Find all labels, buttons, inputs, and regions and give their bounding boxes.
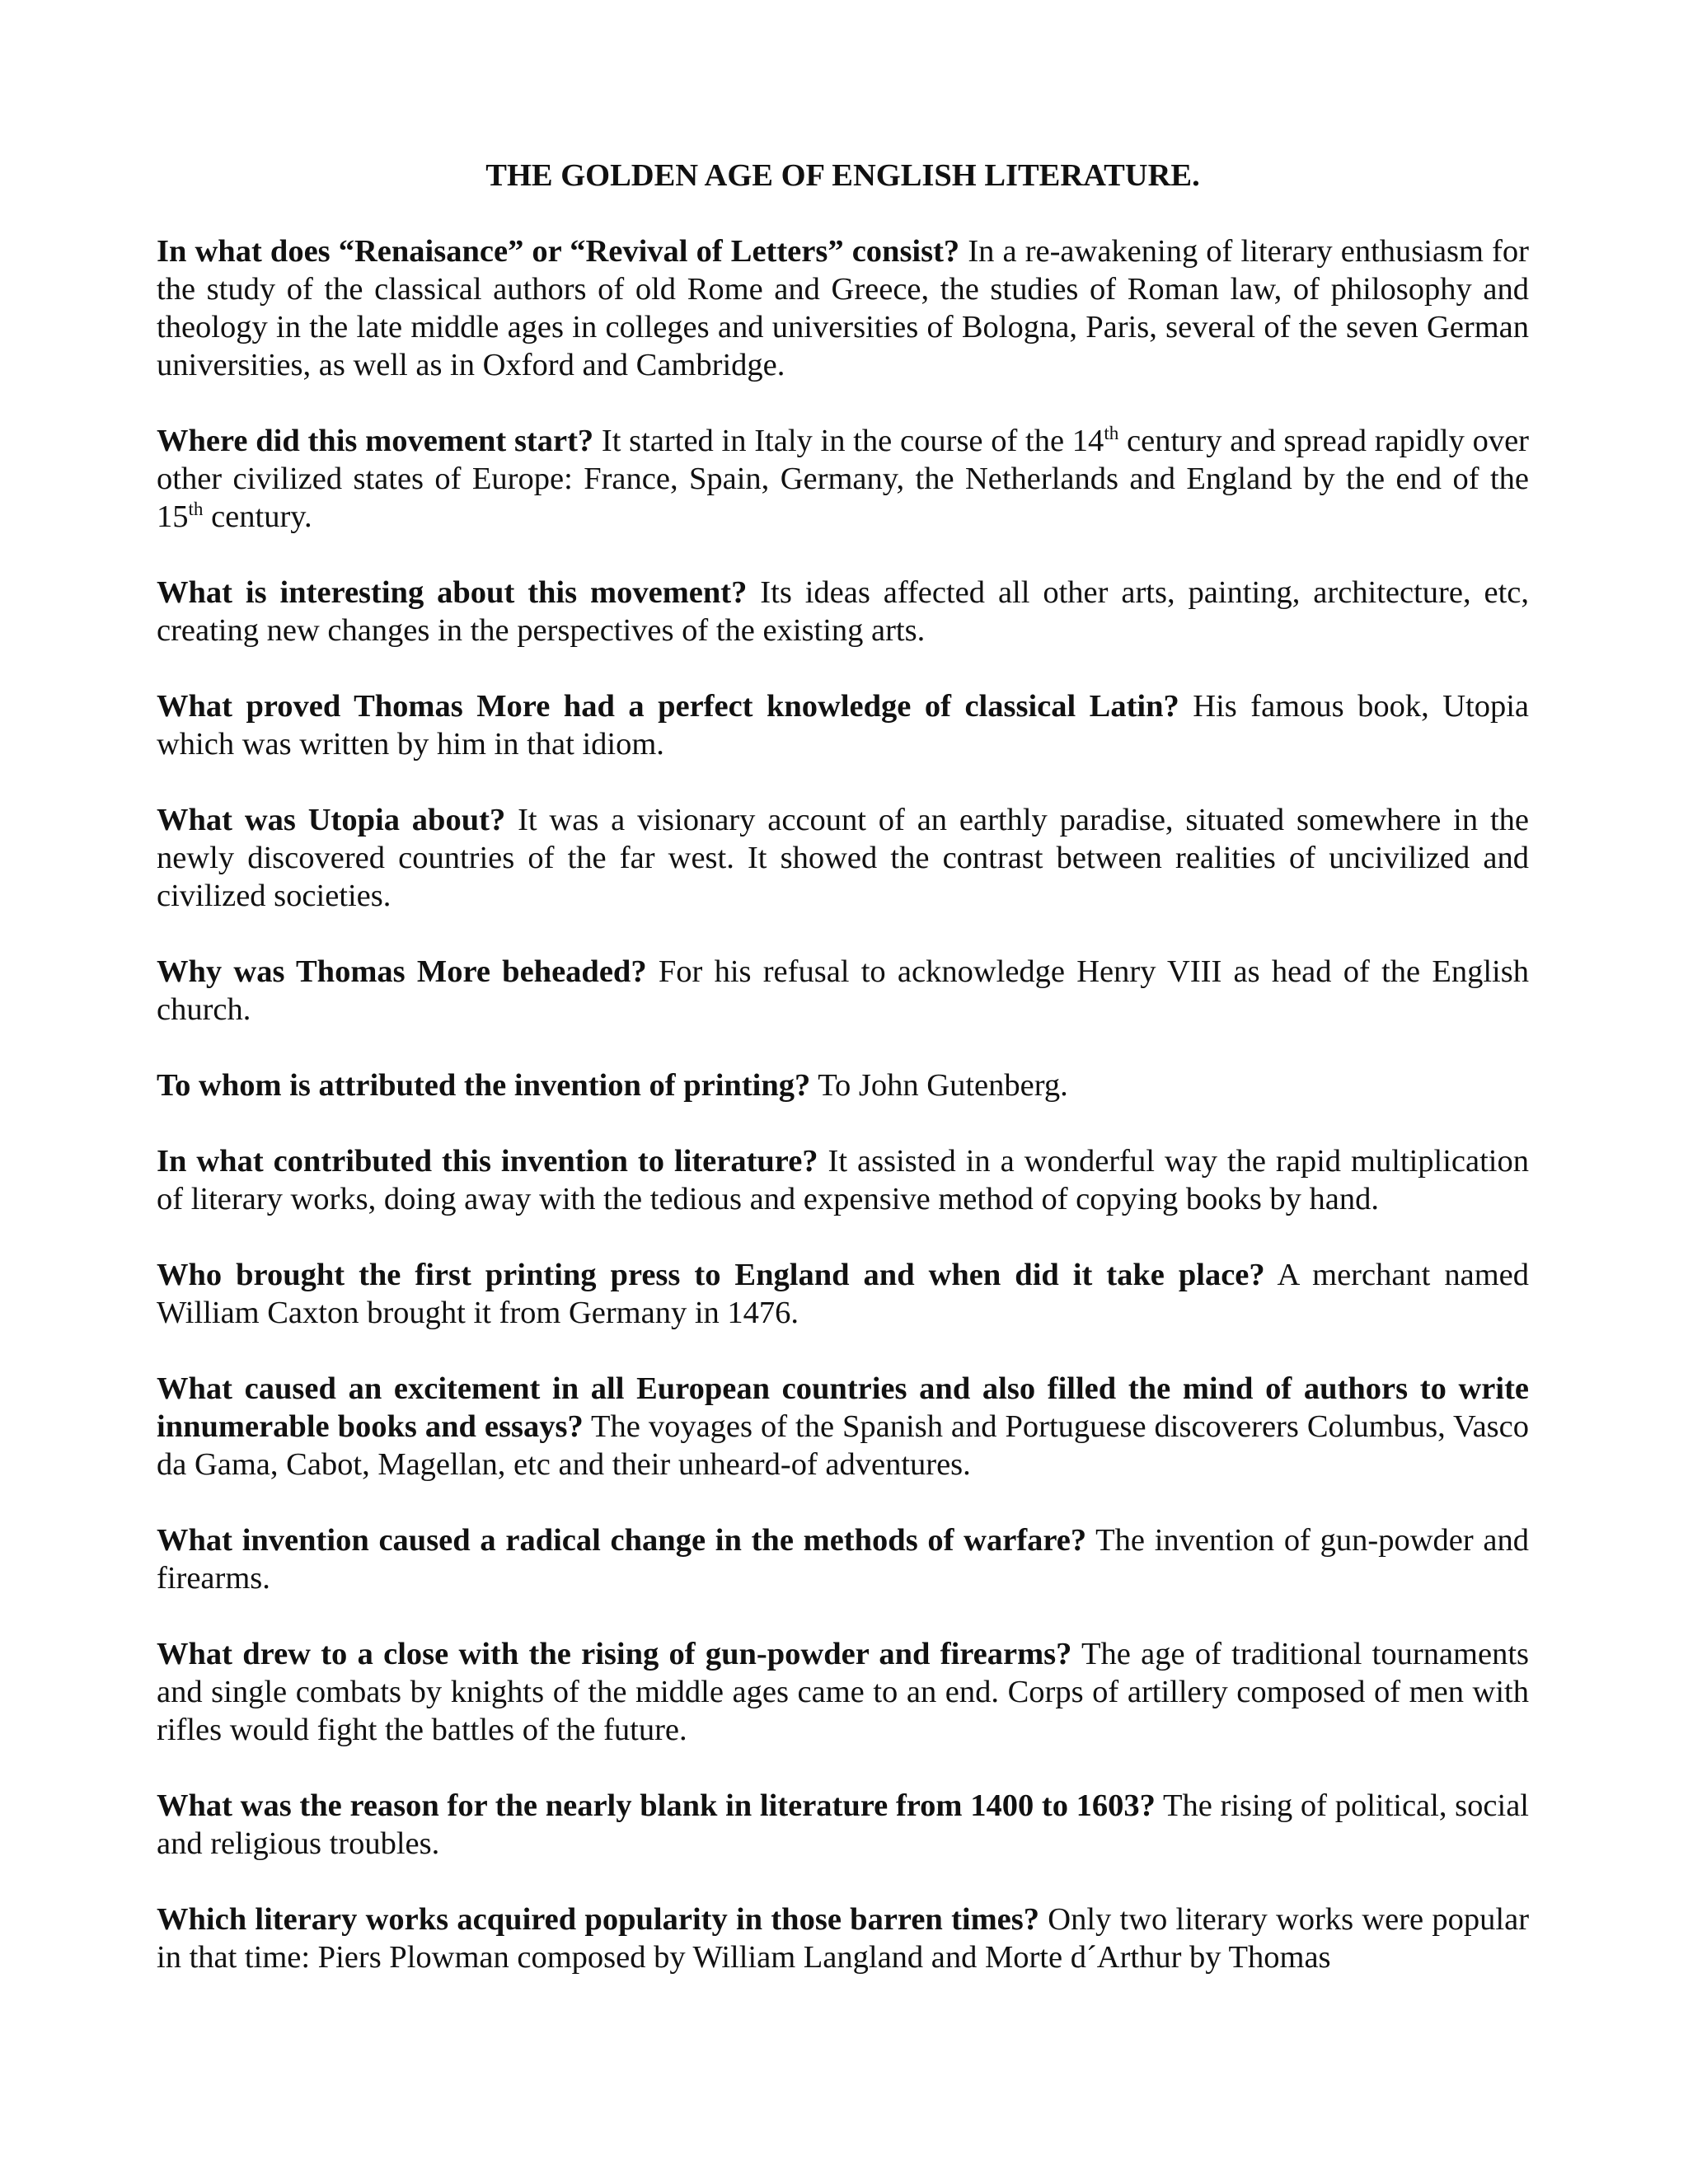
question: What drew to a close with the rising of gun-powder and firearms? xyxy=(157,1637,1072,1671)
answer: The rising of political, social and religious troubles. xyxy=(157,1788,1529,1861)
answer: The voyages of the Spanish and Portuguese discoverers Columbus, Vasco da Gama, Cabot, Magellan, etc and their unheard-of adventures. xyxy=(157,1409,1529,1482)
document-page xyxy=(157,157,1529,2014)
answer: It was a visionary account of an earthly paradise, situated somewhere in the newly discovered countries of the far west. It showed the contrast between realities of uncivilized and civilized societies. xyxy=(157,803,1529,913)
answer: The age of traditional tournaments and single combats by knights of the middle ages came to an end. Corps of artillery composed of men with rifles would fight the battles of the future. xyxy=(157,1637,1529,1747)
qa-paragraph xyxy=(157,232,1529,384)
question: What caused an excitement in all European countries and also filled the mind of authors to write innumerable books and essays? xyxy=(157,1371,1529,1444)
qa-paragraph xyxy=(157,953,1529,1029)
document-title: THE GOLDEN AGE OF ENGLISH LITERATURE. xyxy=(485,158,1200,193)
question: Where did this movement start? xyxy=(157,424,594,458)
qa-paragraph xyxy=(157,1635,1529,1749)
answer: For his refusal to acknowledge Henry VIII as head of the English church. xyxy=(157,954,1529,1027)
qa-paragraph xyxy=(157,1521,1529,1597)
qa-paragraph xyxy=(157,1142,1529,1218)
qa-paragraph xyxy=(157,687,1529,763)
superscript-ordinal: th xyxy=(188,498,204,520)
qa-paragraph xyxy=(157,801,1529,915)
answer: In a re-awakening of literary enthusiasm for the study of the classical authors of old Rome and Greece, the studies of Roman law, of philosophy and theology in the late middle ages in colleges and universities of Bologna, Paris, several of the seven German universities, as well as in Oxford and Cambridge. xyxy=(157,234,1529,382)
question: In what contributed this invention to literature? xyxy=(157,1144,818,1179)
question: To whom is attributed the invention of printing? xyxy=(157,1068,811,1103)
qa-paragraph xyxy=(157,1900,1529,1976)
answer: It assisted in a wonderful way the rapid multiplication of literary works, doing away with the tedious and expensive method of copying books by hand. xyxy=(157,1144,1529,1216)
question: What was the reason for the nearly blank in literature from 1400 to 1603? xyxy=(157,1788,1156,1823)
answer: Only two literary works were popular in that time: Piers Plowman composed by William Langland and Morte d´Arthur by Thomas xyxy=(157,1902,1530,1975)
answer: To John Gutenberg. xyxy=(818,1068,1068,1103)
answer: A merchant named William Caxton brought it from Germany in 1476. xyxy=(157,1258,1529,1330)
qa-paragraph xyxy=(157,574,1529,649)
answer: Its ideas affected all other arts, painting, architecture, etc, creating new changes in the perspectives of the existing arts. xyxy=(157,575,1530,648)
question: What is interesting about this movement? xyxy=(157,575,748,610)
answer: His famous book, Utopia which was written by him in that idiom. xyxy=(157,689,1530,762)
question: What was Utopia about? xyxy=(157,803,506,837)
answer-part: century. xyxy=(203,499,312,534)
qa-paragraph xyxy=(157,1256,1529,1332)
qa-paragraph xyxy=(157,1787,1529,1863)
superscript-ordinal: th xyxy=(1104,422,1119,444)
qa-paragraph xyxy=(157,1370,1529,1483)
question: In what does “Renaisance” or “Revival of Letters” consist? xyxy=(157,234,960,269)
question: What invention caused a radical change in the methods of warfare? xyxy=(157,1523,1087,1558)
answer-part: It started in Italy in the course of the 14 xyxy=(601,424,1104,458)
question: Who brought the first printing press to England and when did it take place? xyxy=(157,1258,1265,1292)
question: Which literary works acquired popularity in those barren times? xyxy=(157,1902,1039,1937)
qa-paragraph xyxy=(157,422,1529,536)
qa-paragraph xyxy=(157,1066,1529,1104)
answer-part: century and spread rapidly over other civilized states of Europe: France, Spain, Germany, the Netherlands and England by the end of the 15 xyxy=(157,424,1529,534)
question: What proved Thomas More had a perfect knowledge of classical Latin? xyxy=(157,689,1179,724)
question: Why was Thomas More beheaded? xyxy=(157,954,647,989)
answer: The invention of gun-powder and firearms. xyxy=(157,1523,1529,1596)
